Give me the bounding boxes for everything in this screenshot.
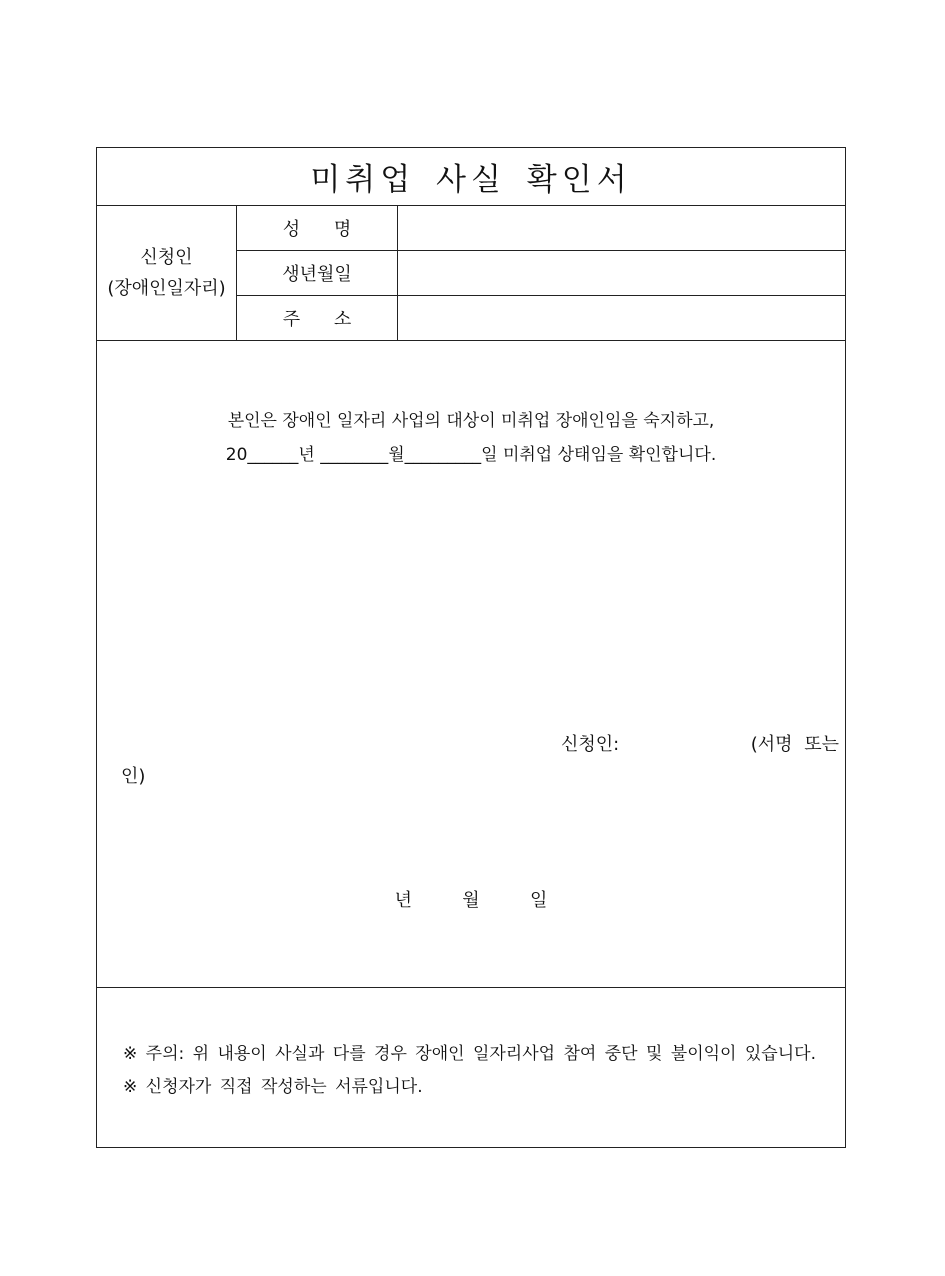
applicant-sublabel: (장애인일자리) [107,278,226,299]
birthdate-row [237,251,845,296]
note-self-written: ※ 신청자가 직접 작성하는 서류입니다. [123,1077,423,1097]
notes-section [97,988,845,1147]
statement-text [97,404,845,472]
signature-note-continued: 인) [121,766,146,787]
birthdate-label-cell [237,251,398,295]
date-day: 일 [530,890,548,911]
date-line [97,886,845,912]
name-label: 성 명 [282,219,366,240]
name-row [237,206,845,251]
date-month: 월 [462,890,480,911]
address-row [237,296,845,340]
statement-line-2: 20______년 ________월_________일 미취업 상태임을 확인합니다. [225,445,717,465]
name-label-cell [237,206,398,250]
birthdate-label: 생년월일 [282,264,352,285]
title-row [97,148,845,206]
statement-line-1: 본인은 장애인 일자리 사업의 대상이 미취업 장애인임을 숙지하고, [227,411,715,431]
address-field[interactable] [398,296,845,340]
confirmation-form [96,147,846,1148]
statement-section [97,341,845,988]
date-year: 년 [394,890,412,911]
applicant-label: 신청인 [140,247,193,268]
birthdate-field[interactable] [398,251,845,295]
name-field[interactable] [398,206,845,250]
notes-list [123,1038,816,1104]
applicant-info-section [97,206,845,341]
address-label-cell [237,296,398,340]
form-title: 미취업 사실 확인서 [310,162,632,198]
signature-note: (서명 또는 [750,734,839,755]
applicant-label-cell [97,206,237,340]
signature-label: 신청인: [561,734,620,755]
note-warning: ※ 주의: 위 내용이 사실과 다를 경우 장애인 일자리사업 참여 중단 및 불이익이 있습니다. [123,1044,816,1064]
address-label: 주 소 [282,309,366,330]
